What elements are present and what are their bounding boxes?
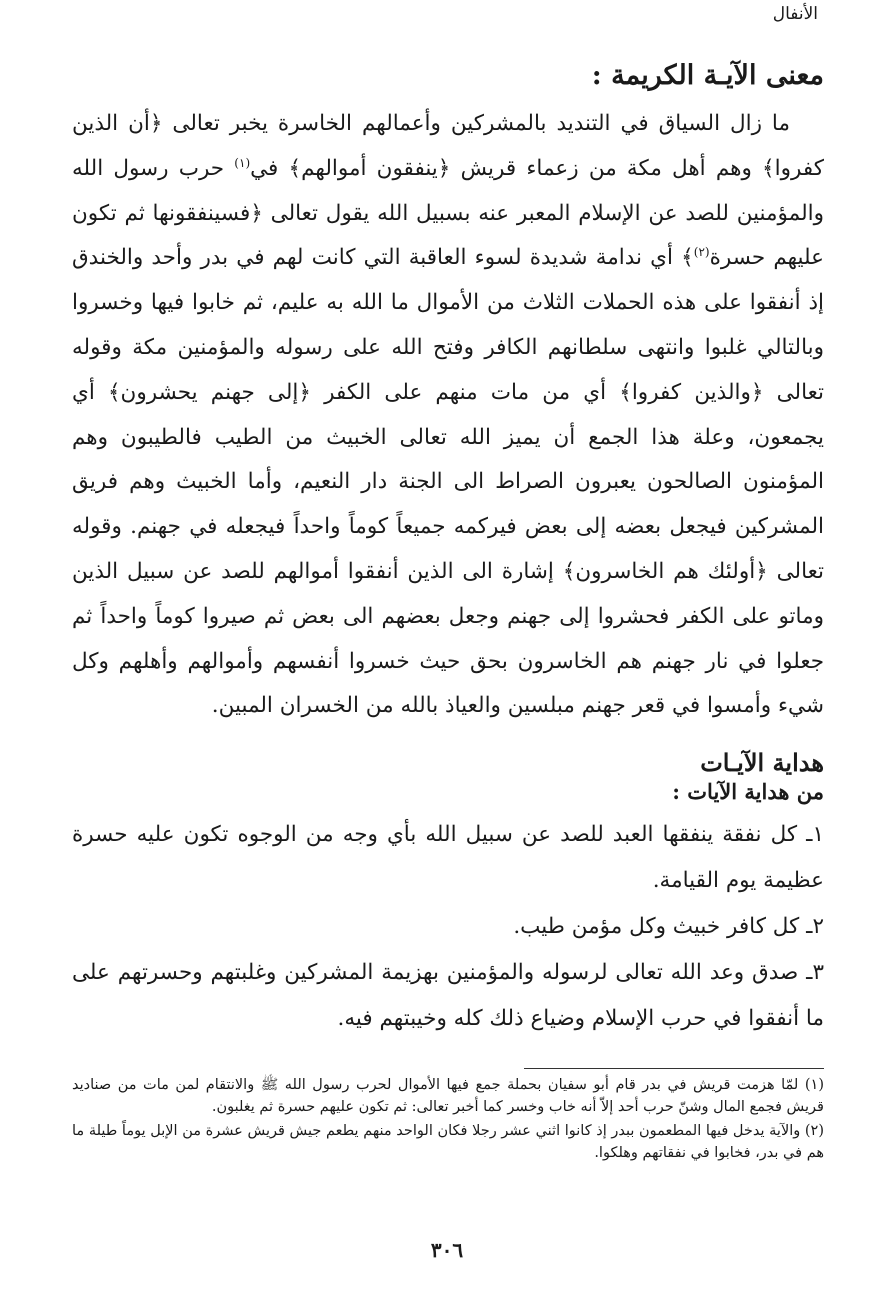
footnote-2: (٢) والآية يدخل فيها المطعمون ببدر إذ كانوا اثني عشر رجلا فكان الواحد منهم يطعم جيش قريش عشرة من الإبل يوماً طيلة ما هم في بدر، فخابوا في نفقاتهم وهلكوا.: [72, 1123, 824, 1161]
footnote-1: (١) لمّا هزمت قريش في بدر قام أبو سفيان بحملة جمع فيها الأموال لحرب رسول الله ﷺ والانتقام لمن مات من صناديد قريش فجمع المال وشنّ حرب أحد إلاّ أنه خاب وخسر كما أخبر تعالى: ثم تكون عليهم حسرة ثم يغلبون.: [72, 1077, 824, 1115]
footnote-ref-2[interactable]: (٢): [693, 245, 710, 260]
commentary-text-part-3: ﴾ أي ندامة شديدة لسوء العاقبة التي كانت لهم في بدر وأحد والخندق إذ أنفقوا على هذه الحملات الثلاث من الأموال ما الله به عليم، ثم خابوا فيها وخسروا وبالتالي غلبوا وانتهى سلطانهم الكافر وفتح الله على رسوله والمؤمنين مكة وقوله تعالى ﴿والذين كفروا﴾ أي من مات منهم على الكفر ﴿إلى جهنم يحشرون﴾ أي يجمعون، وعلة هذا الجمع أن يميز الله تعالى الخبيث من الطيب فالطيبون وهم المؤمنون الصالحون يعبرون الصراط الى الجنة دار النعيم، وأما الخبيث وهم فريق المشركين فيجعل بعضه إلى بعض فيركمه جميعاً كوماً واحداً فيجعله في جهنم. وقوله تعالى ﴿أولئك هم الخاسرون﴾ إشارة الى الذين أنفقوا أموالهم للصد عن سبيل الذين وماتو على الكفر فحشروا إلى جهنم وجعل بعضهم الى بعض ثم صيروا كوماً واحداً ثم جعلوا في نار جهنم هم الخاسرون بحق حيث خسروا أنفسهم وأموالهم وأهلهم وكل شيء وأمسوا في قعر جهنم مبلسين والعياذ بالله من الخسران المبين.: [72, 245, 824, 719]
lesson-item: ٣ـ صدق وعد الله تعالى لرسوله والمؤمنين بهزيمة المشركين وغلبتهم وحسرتهم على ما أنفقوا في حرب الإسلام وضياع ذلك كله وخيبتهم فيه.: [72, 960, 824, 1031]
hidaya-title: هداية الآيـات: [700, 748, 824, 777]
lesson-item: ٢ـ كل كافر خبيث وكل مؤمن طيب.: [513, 914, 824, 939]
footnotes: [72, 1074, 824, 1166]
page-number: ٣٠٦: [430, 1238, 464, 1262]
footnote-separator: [524, 1068, 824, 1069]
commentary-text-part-1: ما زال السياق في التنديد بالمشركين وأعمالهم الخاسرة يخبر تعالى ﴿أن الذين كفروا﴾ وهم أهل مكة من زعماء قريش ﴿ينفقون أموالهم﴾ في: [72, 111, 824, 181]
lessons-list: [72, 812, 824, 1042]
commentary-paragraph: [72, 102, 824, 729]
commentary-text-part-2: حرب رسول الله والمؤمنين للصد عن الإسلام المعبر عنه بسبيل الله يقول تعالى ﴿فسينفقونها ثم تكون عليهم حسرة: [72, 155, 824, 271]
footnote-ref-1[interactable]: (١): [234, 155, 251, 170]
hidaya-heading-block: [72, 748, 824, 806]
hidaya-subtitle: من هداية الآيات :: [672, 779, 824, 804]
section-title: معنى الآيـة الكريمة :: [591, 60, 824, 91]
commentary-body: [72, 102, 824, 729]
lesson-item: ١ـ كل نفقة ينفقها العبد للصد عن سبيل الله بأي وجه من الوجوه تكون عليه حسرة عظيمة يوم القيامة.: [72, 822, 824, 893]
running-head: الأنفال: [772, 4, 818, 24]
